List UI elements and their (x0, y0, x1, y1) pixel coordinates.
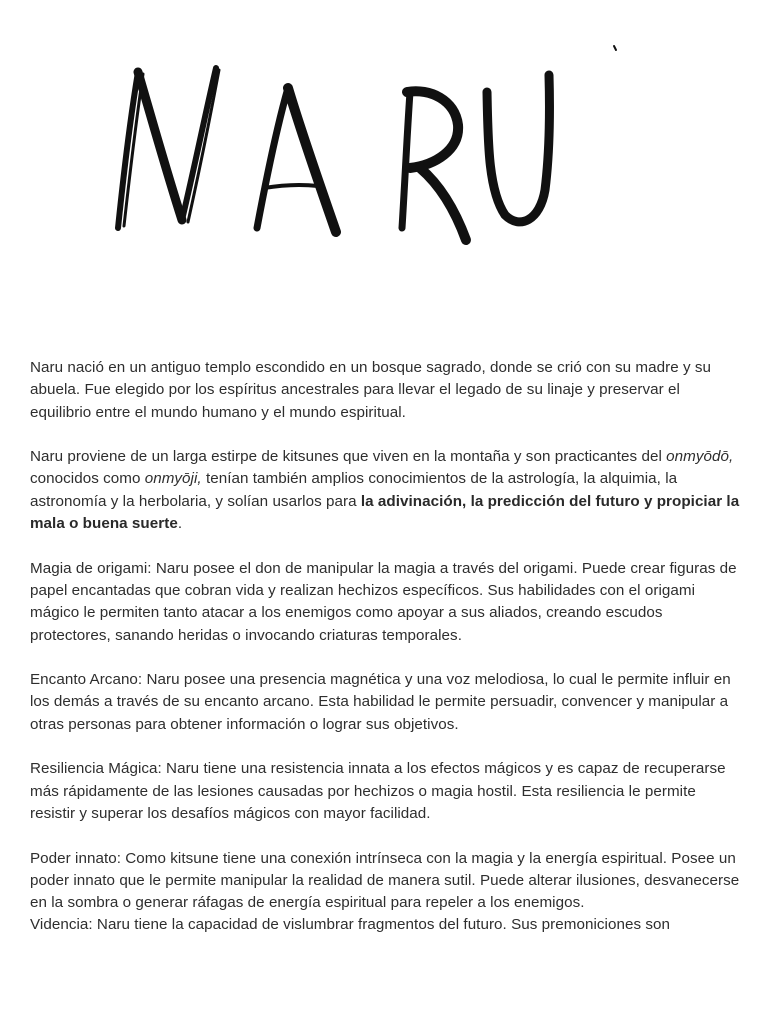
lineage-italic-onmyoji: onmyōji, (144, 470, 202, 488)
lineage-text-2: conocidos como (30, 470, 145, 488)
lineage-end: . (177, 515, 183, 533)
article-body (30, 357, 742, 937)
naru-lettering (0, 0, 768, 330)
lineage-italic-onmyodo: onmyōdō, (666, 448, 734, 466)
lineage-text-1: Naru proviene de un larga estirpe de kitsunes que viven en la montaña y son practicantes del (30, 448, 667, 466)
paragraph-innate-power: Poder innato: Como kitsune tiene una conexión intrínseca con la magia y la energía espiritual. Posee un poder innato que le permite manipular la realidad de manera sutil. Puede alterar ilusiones, desvanecerse en la sombra o generar ráfagas de energía espiritual para repeler a los enemigos. (30, 849, 740, 912)
title-handwritten-naru (0, 0, 768, 330)
paragraph-origami-magic: Magia de origami: Naru posee el don de manipular la magia a través del origami. Puede crear figuras de papel encantadas que cobran vida y realizan hechizos específicos. Sus habilidades con el origami mágico le permiten tanto atacar a los enemigos como apoyar a sus aliados, creando escudos protectores, sanando heridas o invocando criaturas temporales. (30, 559, 737, 644)
paragraph-vision: Videncia: Naru tiene la capacidad de vislumbrar fragmentos del futuro. Sus premoniciones son (30, 916, 671, 934)
paragraph-magic-resilience: Resiliencia Mágica: Naru tiene una resistencia innata a los efectos mágicos y es capaz de recuperarse más rápidamente de las lesiones causadas por hechizos o magia hostil. Esta resiliencia le permite resistir y superar los desafíos mágicos con mayor facilidad. (30, 760, 726, 822)
paragraph-lineage (30, 446, 742, 535)
paragraph-origin: Naru nació en un antiguo templo escondido en un bosque sagrado, donde se crió con su madre y su abuela. Fue elegido por los espíritus ancestrales para llevar el legado de su linaje y preservar el equilibrio entre el mundo humano y el mundo espiritual. (30, 359, 712, 421)
paragraph-arcane-charm: Encanto Arcano: Naru posee una presencia magnética y una voz melodiosa, lo cual le permite influir en los demás a través de su encanto arcano. Esta habilidad le permite persuadir, convencer y manipular a otras personas para obtener información o lograr sus objetivos. (30, 671, 731, 733)
lineage-bold-divination: la adivinación, la predicción del futuro y propiciar la mala o buena suerte (30, 492, 740, 533)
lineage-text-3: tenían también amplios conocimientos de la astrología, la alquimia, la astronomía y la herbolaria, y solían usarlos para (30, 470, 678, 510)
